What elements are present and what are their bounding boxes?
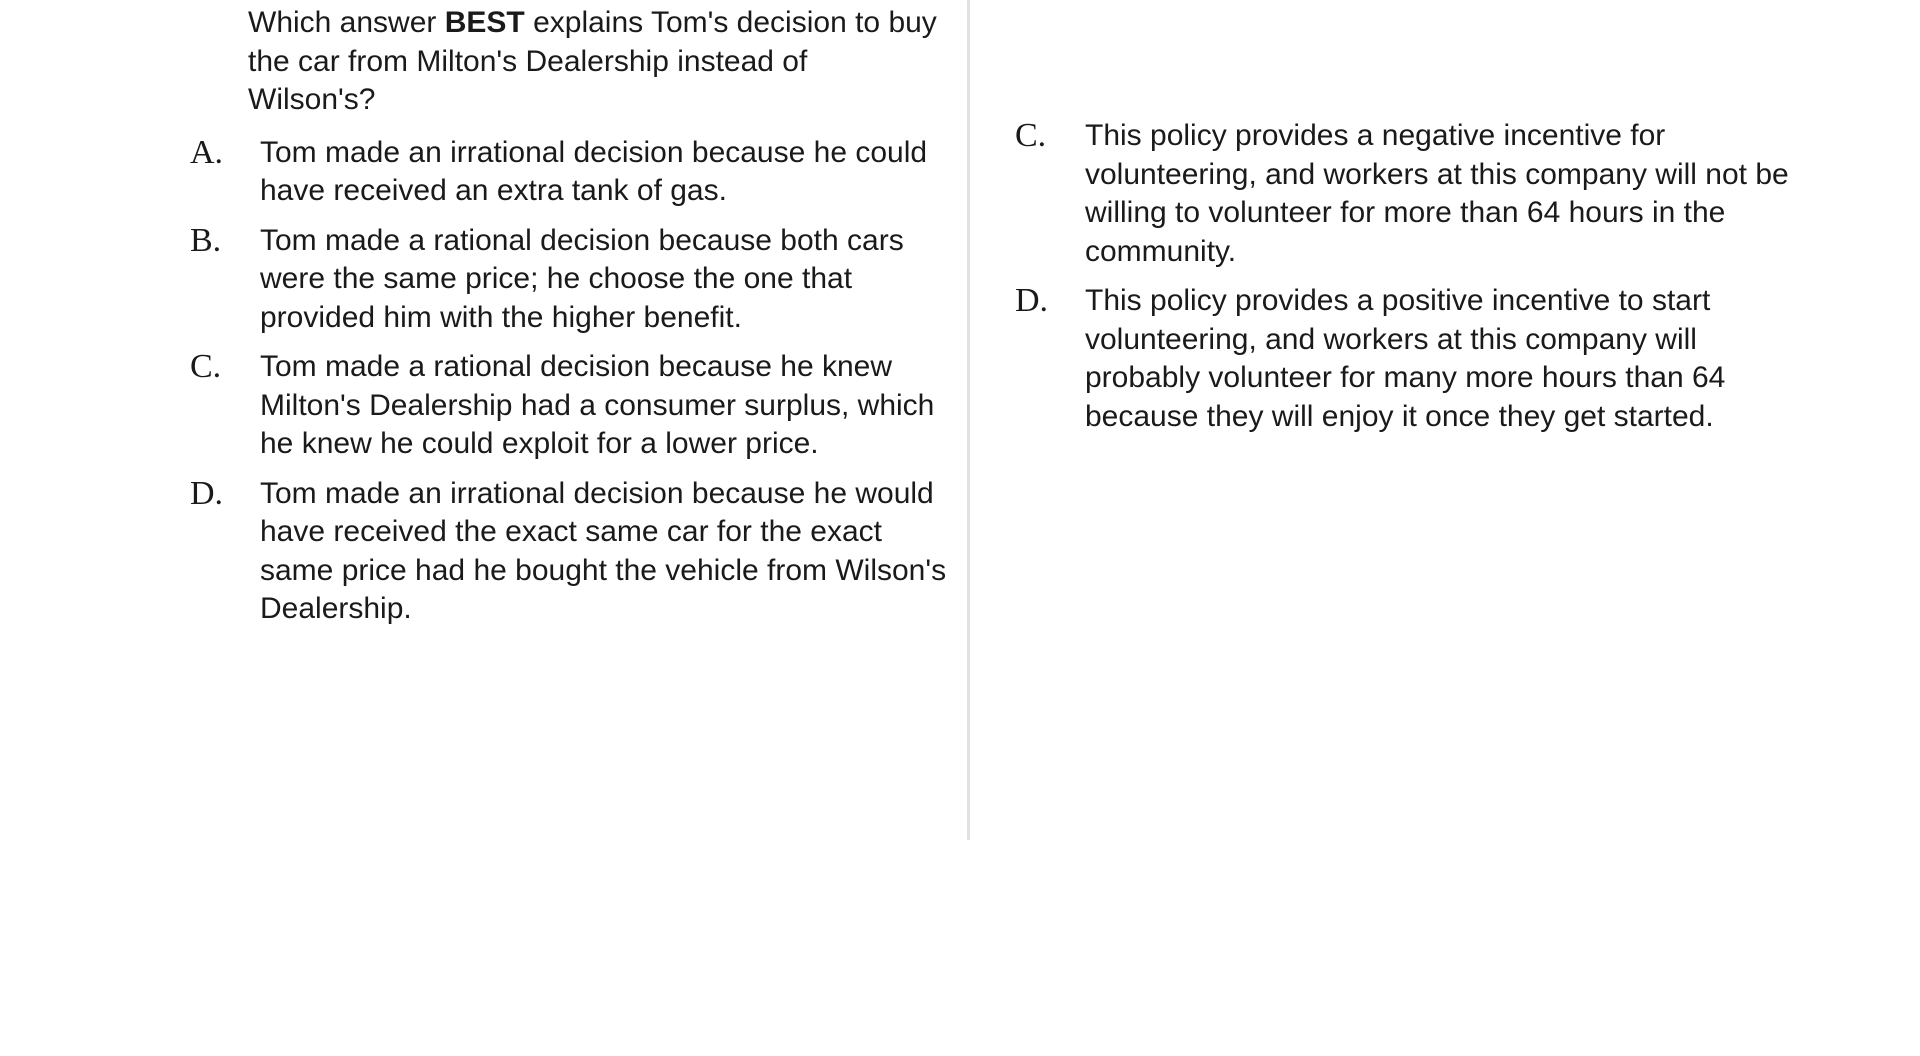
answer-option-d [1015,282,1795,436]
answer-option-b [190,222,960,338]
option-text: This policy provides a positive incentive to start volunteering, and workers at this company will probably volunteer for many more hours than 64 because they will enjoy it once they get started. [1085,284,1726,433]
option-text: Tom made an irrational decision because he could have received an extra tank of gas. [260,135,928,207]
question-stem [248,4,938,120]
option-letter: C. [1015,117,1047,154]
question-prefix: Which answer [248,6,445,39]
answer-options-left [190,134,960,629]
answer-options-right [1015,117,1795,436]
option-letter: B. [190,221,222,259]
answer-option-d [190,475,960,629]
option-text: Tom made a rational decision because he knew Milton's Dealership had a consumer surplus, which he knew he could exploit for a lower price. [260,350,935,460]
option-letter: C. [190,348,222,385]
question-emphasis: BEST [444,6,525,39]
option-text: Tom made a rational decision because both cars were the same price; he choose the one that provided him with the higher benefit. [260,223,904,334]
answer-option-c [1015,117,1795,271]
option-letter: D. [1015,282,1049,319]
answer-option-a [190,134,960,211]
right-column [1015,117,1795,447]
answer-option-c [190,348,960,464]
option-text: Tom made an irrational decision because he would have received the exact same car for the exact same price had he bought the vehicle from Wilson's Dealership. [260,476,947,625]
option-letter: D. [190,474,224,512]
column-divider [967,0,970,840]
left-column [190,0,960,640]
option-text: This policy provides a negative incentive for volunteering, and workers at this company will not be willing to volunteer for more than 64 hours in the community. [1085,119,1789,268]
option-letter: A. [190,133,224,171]
question-suffix: explains Tom's decision to buy the car from Milton's Dealership instead of Wilson's? [248,6,937,116]
